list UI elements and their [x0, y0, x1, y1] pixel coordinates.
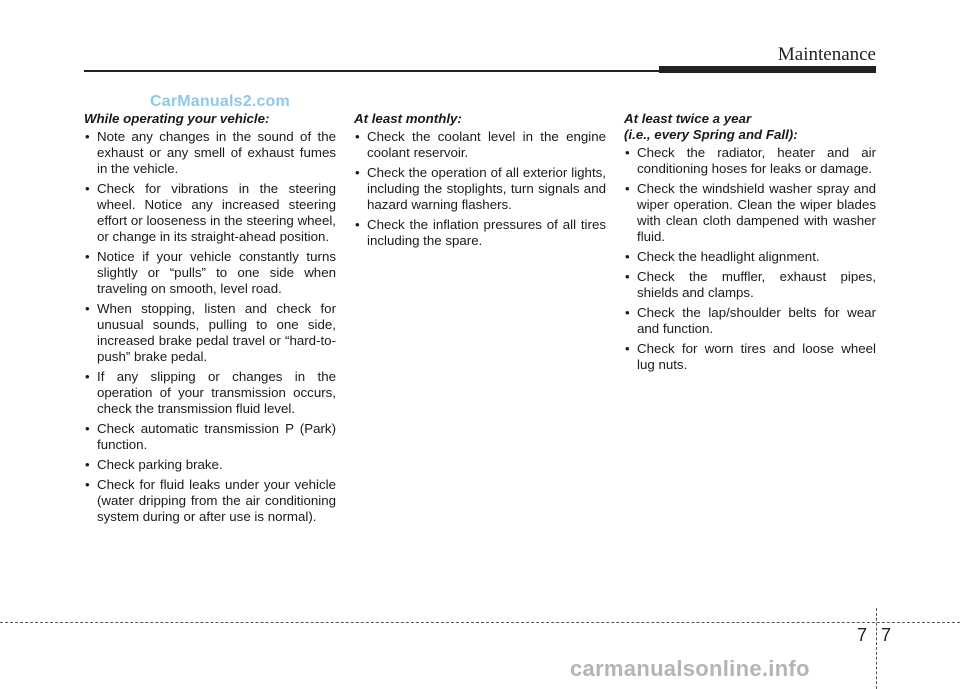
- watermark-logo: CarManuals2.com: [150, 93, 290, 110]
- list-item: • Check parking brake.: [84, 457, 336, 473]
- list-item: • Check for worn tires and loose wheel lug nuts.: [624, 341, 876, 373]
- header-rule: [84, 70, 659, 72]
- list-item: • Check the windshield washer spray and wiper operation. Clean the wiper blades with clean cloth dampened with washer fluid.: [624, 181, 876, 245]
- page-number: 7: [881, 625, 892, 645]
- list-item: • When stopping, listen and check for unusual sounds, pulling to one side, increased brake pedal travel or “hard-to-push” brake pedal.: [84, 301, 336, 365]
- list-item: • Check the coolant level in the engine coolant reservoir.: [354, 129, 606, 161]
- page-number-divider: [876, 608, 877, 689]
- list-item: • Check the headlight alignment.: [624, 249, 876, 265]
- chapter-number: 7: [857, 625, 868, 645]
- column-heading: While operating your vehicle:: [84, 111, 270, 126]
- column-heading: At least monthly:: [354, 111, 462, 126]
- checklist: [354, 129, 606, 249]
- column-heading: At least twice a year: [624, 111, 752, 126]
- checklist: [84, 129, 336, 525]
- column-monthly: [354, 111, 606, 253]
- list-item: • Notice if your vehicle constantly turns slightly or “pulls” to one side when traveling on smooth, level road.: [84, 249, 336, 297]
- watermark-url: carmanualsonline.info: [570, 656, 810, 681]
- list-item: • If any slipping or changes in the operation of your transmission occurs, check the transmission fluid level.: [84, 369, 336, 417]
- list-item: • Note any changes in the sound of the exhaust or any smell of exhaust fumes in the vehicle.: [84, 129, 336, 177]
- list-item: • Check for fluid leaks under your vehicle (water dripping from the air conditioning system during or after use is normal).: [84, 477, 336, 525]
- list-item: • Check the inflation pressures of all tires including the spare.: [354, 217, 606, 249]
- list-item: • Check the operation of all exterior lights, including the stoplights, turn signals and hazard warning flashers.: [354, 165, 606, 213]
- column-subheading: (i.e., every Spring and Fall):: [624, 127, 798, 142]
- list-item: • Check automatic transmission P (Park) function.: [84, 421, 336, 453]
- page-section-title: Maintenance: [777, 44, 876, 65]
- list-item: • Check for vibrations in the steering wheel. Notice any increased steering effort or looseness in the steering wheel, or change in its straight-ahead position.: [84, 181, 336, 245]
- list-item: • Check the muffler, exhaust pipes, shields and clamps.: [624, 269, 876, 301]
- column-twice-a-year: [624, 111, 876, 377]
- footer-rule: [0, 622, 960, 623]
- list-item: • Check the radiator, heater and air conditioning hoses for leaks or damage.: [624, 145, 876, 177]
- column-while-operating: [84, 111, 336, 529]
- checklist: [624, 145, 876, 373]
- list-item: • Check the lap/shoulder belts for wear and function.: [624, 305, 876, 337]
- header-rule-accent: [659, 66, 876, 73]
